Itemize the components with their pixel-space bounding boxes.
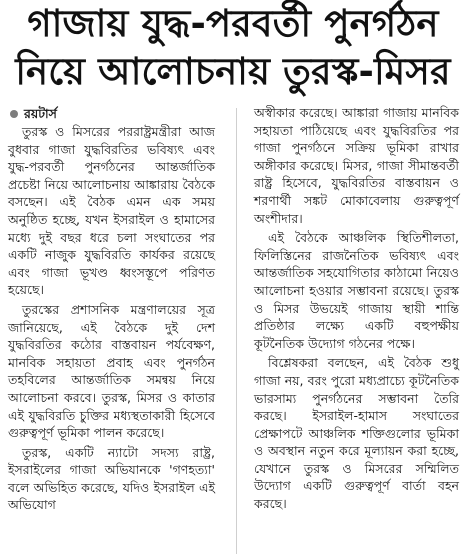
column-divider [236,108,237,554]
paragraph: এই বৈঠকে আঞ্চলিক স্থিতিশীলতা, ফিলিস্তিনের রাজনৈতিক ভবিষ্যৎ এবং আন্তর্জাতিক সহযোগিতার কাঠামো নিয়েও আলোচনা হওয়ার সম্ভাবনা রয়েছে। তুরস্ক ও মিসর উভয়েই গাজায় স্থায়ী শান্তি প্রতিষ্ঠার লক্ষ্যে একটি বহুপক্ষীয় কূটনৈতিক উদ্যোগ গঠনের পক্ষে। [254,230,459,351]
headline-line-2: নিয়ে আলোচনায় তুরস্ক-মিসর [15,50,451,93]
paragraph: অস্বীকার করেছে। আঙ্কারা গাজায় মানবিক সহায়তা পাঠিয়েছে এবং যুদ্ধবিরতির পর গাজা পুনর্গঠনে সক্রিয় ভূমিকা রাখার অঙ্গীকার করেছে। মিসর, গাজা সীমান্তবর্তী রাষ্ট্র হিসেবে, যুদ্ধবিরতির বাস্তবায়ন ও শরণার্থী সঙ্কট মোকাবেলায় গুরুত্বপূর্ণ অংশীদার। [254,105,459,226]
headline [0,0,466,106]
left-column [8,104,215,514]
paragraph: তুরস্কের প্রশাসনিক মন্ত্রণালয়ের সূত্র জানিয়েছে, এই বৈঠকে দুই দেশ যুদ্ধবিরতির কঠোর বাস্তবায়ন পর্যবেক্ষণ, মানবিক সহায়তা প্রবাহ এবং পুনর্গঠন তহবিলের আন্তর্জাতিক সমন্বয় নিয়ে আলোচনা করবে। তুরস্ক, মিসর ও কাতার এই যুদ্ধবিরতি চুক্তির মধ্যস্থতাকারী হিসেবে গুরুত্বপূর্ণ ভূমিকা পালন করেছে। [8,301,215,441]
byline [10,104,215,123]
paragraph: তুরস্ক, একটি ন্যাটো সদস্য রাষ্ট্র, ইসরাইলের গাজা অভিযানকে 'গণহত্যা' বলে অভিহিত করেছে, যদিও ইসরাইল এই অভিযোগ [8,444,215,513]
bullet-icon [10,110,18,118]
headline-line-1: গাজায় যুদ্ধ-পরবর্তী পুনর্গঠন [27,2,439,45]
byline-source: রয়টার্স [24,105,57,121]
right-column [254,104,459,513]
paragraph: বিশ্লেষকরা বলছেন, এই বৈঠক শুধু গাজা নয়, বরং পুরো মধ্যপ্রাচ্যে কূটনৈতিক ভারসাম্য পুনর্গঠনের সম্ভাবনা তৈরি করছে। ইসরাইল-হামাস সংঘাতের প্রেক্ষাপটে আঞ্চলিক শক্তিগুলোর ভূমিকা ও অবস্থান নতুন করে মূল্যায়ন করা হচ্ছে, যেখানে তুরস্ক ও মিসরের সম্মিলিত উদ্যোগ একটি গুরুত্বপূর্ণ বার্তা বহন করছে। [254,355,459,512]
paragraph: তুরস্ক ও মিসরের পররাষ্ট্রমন্ত্রীরা আজ বুধবার গাজা যুদ্ধবিরতির ভবিষ্যৎ এবং যুদ্ধ-পরবর্তী পুনর্গঠনের আন্তর্জাতিক প্রচেষ্টা নিয়ে আলোচনায় আঙ্কারায় বৈঠকে বসছেন। এই বৈঠক এমন এক সময় অনুষ্ঠিত হচ্ছে, যখন ইসরাইল ও হামাসের মধ্যে দুই বছর ধরে চলা সংঘাতের পর একটি নাজুক যুদ্ধবিরতি কার্যকর রয়েছে এবং গাজা ভূখণ্ড ধ্বংসস্তূপে পরিণত হয়েছে। [8,124,215,298]
